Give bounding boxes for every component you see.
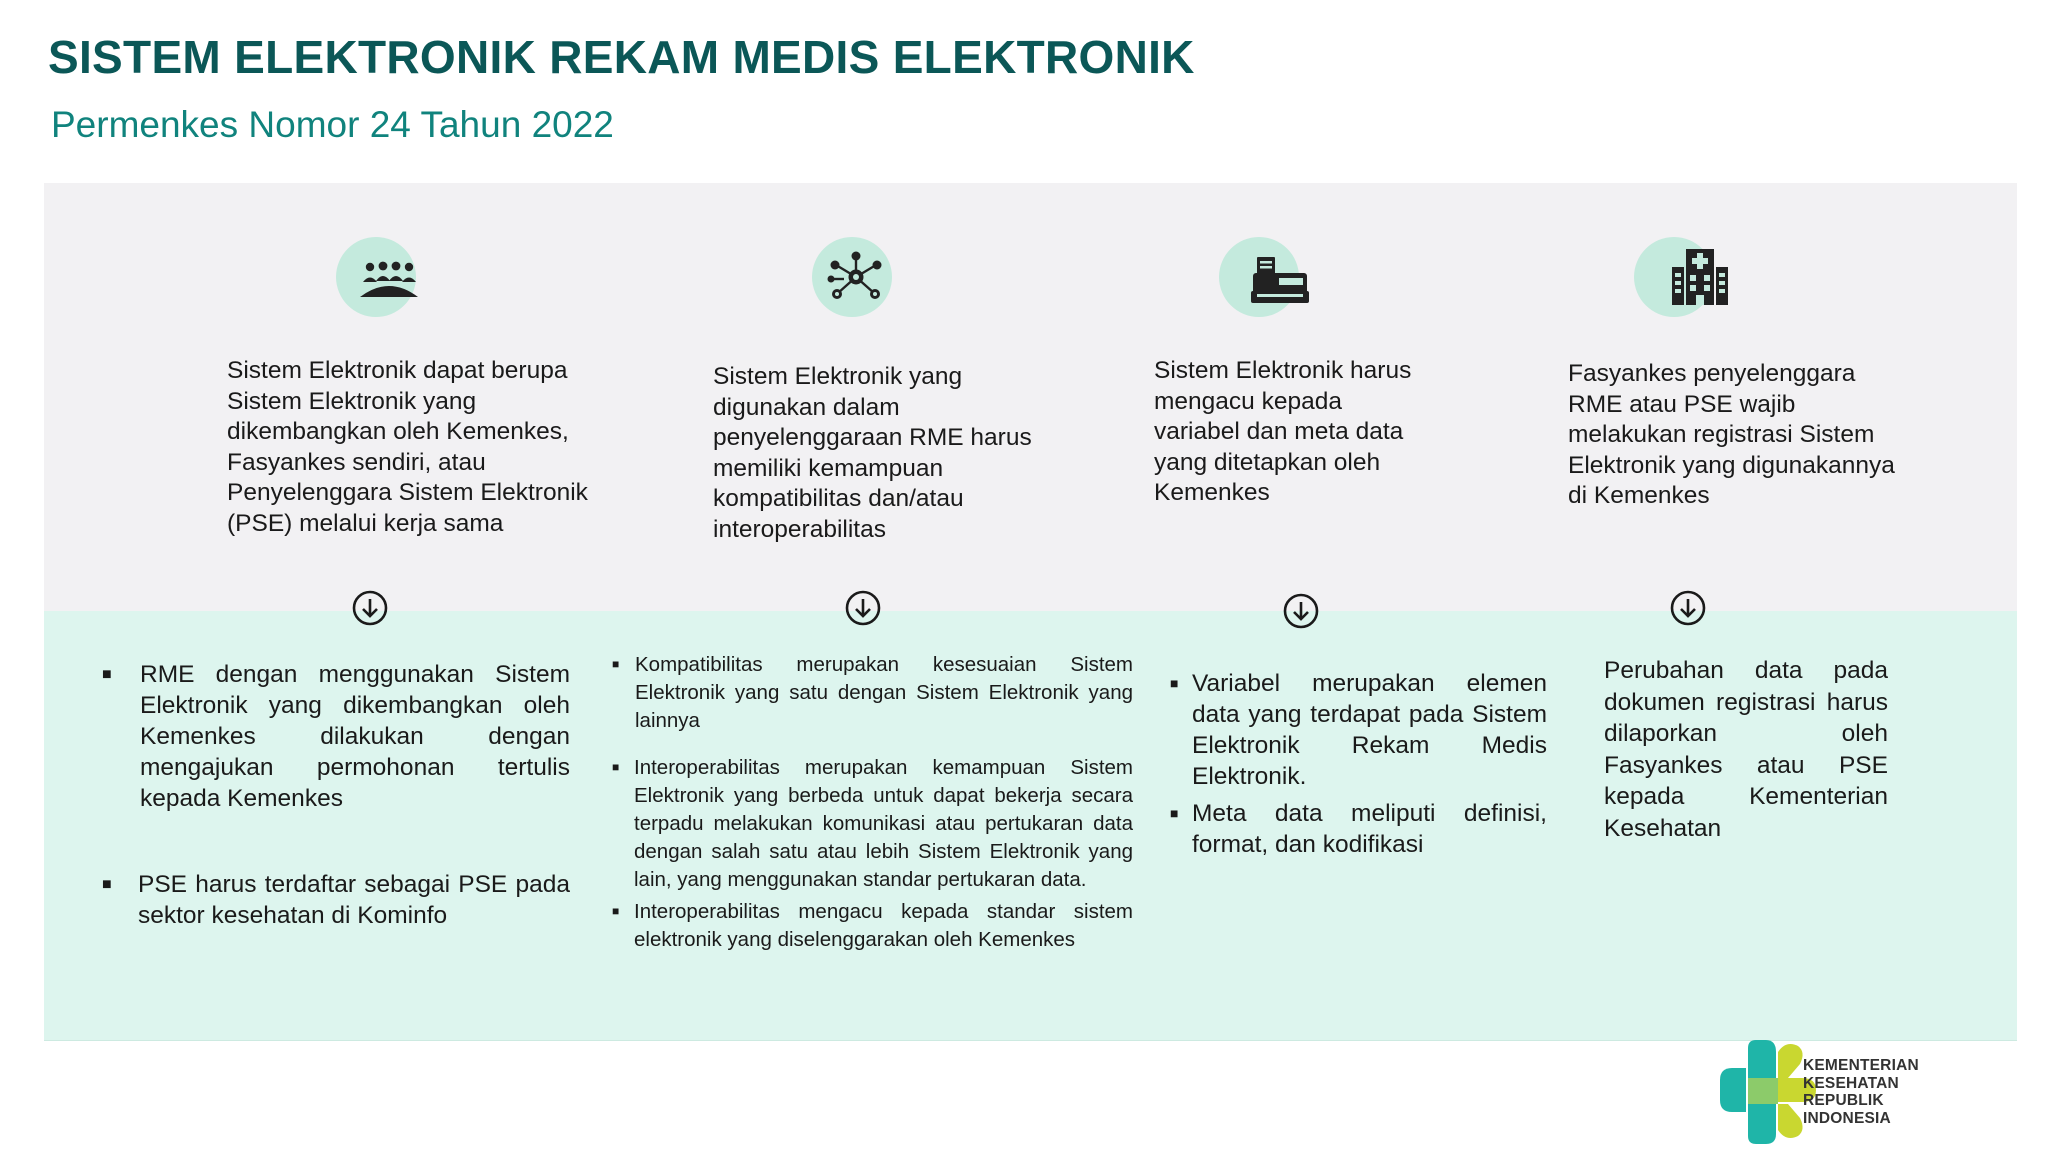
description-line: mengacu kepada (1154, 387, 1342, 415)
column-4-description (1568, 359, 1895, 512)
logo-text-line: KESEHATAN (1803, 1074, 1899, 1092)
list-item (1168, 668, 1547, 792)
column-2-icon (812, 237, 896, 321)
description-line: kompatibilitas dan/atau (713, 485, 964, 512)
bullet-icon: ■ (612, 657, 620, 671)
logo-text (1803, 1057, 1919, 1127)
column-1-description (227, 356, 588, 539)
logo-text-line: KEMENTERIAN (1803, 1057, 1919, 1074)
description-line: Sistem Elektronik harus (1154, 357, 1412, 384)
arrow-down-circle-icon (1670, 590, 1706, 626)
description-line: Fasyankes penyelenggara (1568, 360, 1856, 387)
column-4-icon (1634, 237, 1718, 321)
column-4-paragraph: Perubahan data pada dokumen registrasi harus dilaporkan oleh Fasyankes atau PSE kepada Kementerian Kesehatan (1604, 657, 1888, 842)
bullet-icon: ■ (612, 760, 620, 775)
description-line: melakukan registrasi Sistem (1568, 421, 1875, 448)
description-line: Sistem Elektronik yang (713, 363, 963, 390)
description-line: yang ditetapkan oleh (1154, 448, 1381, 476)
description-line: Penyelenggara Sistem Elektronik (227, 479, 588, 506)
column-2-bullet-list (610, 651, 1133, 954)
list-item (1168, 798, 1547, 860)
meeting-group-icon (358, 255, 420, 305)
list-item (610, 754, 1133, 893)
logo-text-line: REPUBLIK (1803, 1092, 1884, 1109)
page-title: SISTEM ELEKTRONIK REKAM MEDIS ELEKTRONIK (48, 31, 1195, 83)
column-1-bullet-list (104, 659, 570, 931)
bullet-icon: ■ (1170, 675, 1179, 691)
column-3-bullet-list (1168, 668, 1547, 860)
description-line: Sistem Elektronik yang (227, 387, 477, 415)
description-line: di Kemenkes (1568, 482, 1710, 509)
description-line: Fasyankes sendiri, atau (227, 448, 486, 476)
arrow-down-circle-icon (352, 590, 388, 626)
description-line: dikembangkan oleh Kemenkes, (227, 418, 569, 445)
bullet-text: Variabel merupakan elemen data yang terdapat pada Sistem Elektronik Rekam Medis Elektronik. (1192, 670, 1547, 790)
bullet-icon: ■ (612, 904, 620, 919)
bullet-icon: ■ (102, 876, 112, 893)
description-line: variabel dan meta data (1154, 418, 1404, 445)
bullet-text: PSE harus terdaftar sebagai PSE pada sektor kesehatan di Kominfo (138, 871, 570, 929)
description-line: (PSE) melalui kerja sama (227, 509, 504, 537)
page-subtitle: Permenkes Nomor 24 Tahun 2022 (51, 104, 614, 145)
list-item (610, 651, 1133, 734)
description-line: RME atau PSE wajib (1568, 390, 1796, 418)
bullet-icon: ■ (102, 666, 112, 683)
column-3-description (1154, 356, 1411, 509)
list-item (104, 659, 570, 814)
list-item (104, 869, 570, 931)
bullet-text: Kompatibilitas merupakan kesesuaian Sistem Elektronik yang satu dengan Sistem Elektronik yang lainnya (635, 653, 1133, 732)
network-nodes-icon (826, 249, 886, 305)
bullet-text: Interoperabilitas merupakan kemampuan Sistem Elektronik yang berbeda untuk dapat bekerja secara terpadu melakukan komunikasi atau pertukaran data dengan salah satu atau lebih Sistem Elektronik yang lain, yang menggunakan standar pertukaran data. (634, 756, 1133, 891)
description-line: penyelenggaraan RME harus (713, 424, 1032, 451)
fax-machine-icon (1251, 255, 1311, 305)
description-line: Elektronik yang digunakannya (1568, 451, 1895, 479)
column-2-description (713, 362, 1032, 545)
description-line: interoperabilitas (713, 515, 886, 543)
logo-text-line: INDONESIA (1803, 1109, 1891, 1127)
description-line: Sistem Elektronik dapat berupa (227, 357, 568, 384)
column-3-icon (1219, 237, 1303, 321)
hospital-building-icon (1670, 247, 1730, 307)
arrow-down-circle-icon (845, 590, 881, 626)
bullet-text: Interoperabilitas mengacu kepada standar sistem elektronik yang diselenggarakan oleh Kemenkes (634, 900, 1133, 952)
arrow-down-circle-icon (1283, 593, 1319, 629)
description-line: memiliki kemampuan (713, 454, 944, 482)
column-1-icon (336, 237, 420, 321)
list-item (610, 898, 1133, 954)
bullet-text: RME dengan menggunakan Sistem Elektronik yang dikembangkan oleh Kemenkes dilakukan dengan mengajukan permohonan tertulis kepada Kemenkes (140, 661, 570, 812)
bullet-icon: ■ (1170, 805, 1179, 821)
description-line: digunakan dalam (713, 393, 900, 421)
bullet-text: Meta data meliputi definisi, format, dan kodifikasi (1192, 800, 1547, 858)
description-line: Kemenkes (1154, 479, 1270, 506)
